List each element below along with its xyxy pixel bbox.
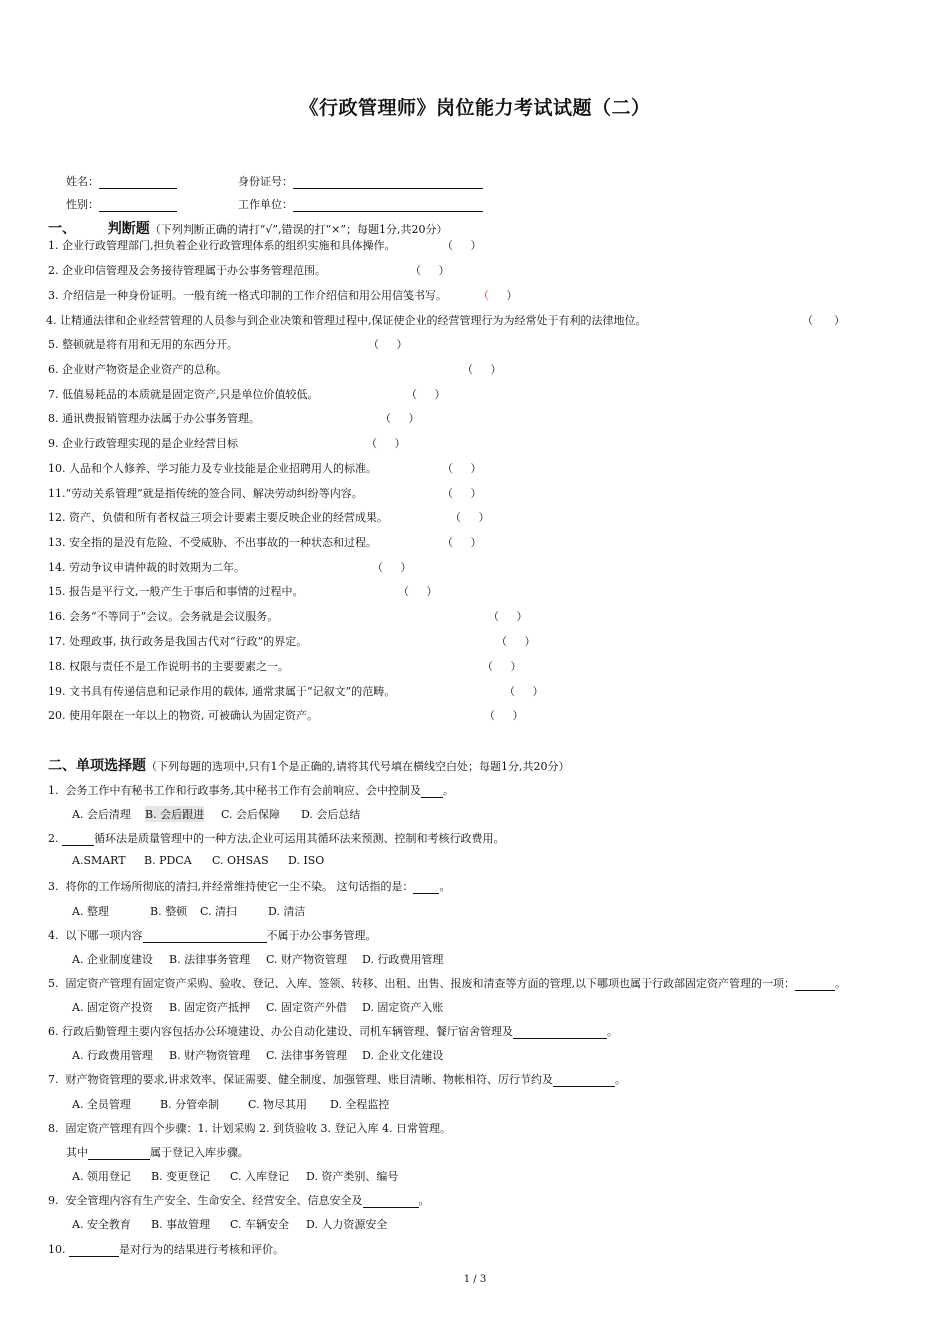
tf-answer-blank[interactable]: （ ） bbox=[410, 264, 450, 277]
mc-question-text-end: 是对行为的结果进行考核和评价。 bbox=[119, 1243, 284, 1256]
answer-blank[interactable] bbox=[795, 978, 835, 991]
section1-number: 一、 bbox=[48, 221, 76, 237]
section2-note: （下列每题的选项中,只有1个是正确的,请将其代号填在横线空白处；每题1分,共20分） bbox=[146, 760, 570, 773]
mc-question-text: 7. 财产物资管理的要求,讲求效率、保证需要、健全制度、加强管理、账目清晰、物帐相符、厉行节约及 bbox=[48, 1073, 553, 1086]
mc-question bbox=[48, 975, 846, 991]
tf-question-text: 11.“劳动关系管理”就是指传统的签合同、解决劳动纠纷等内容。 bbox=[48, 487, 363, 500]
page-title: 《行政管理师》岗位能力考试试题（二） bbox=[299, 97, 651, 119]
mc-question bbox=[48, 1071, 626, 1087]
tf-question-text: 19. 文书具有传递信息和记录作用的载体, 通常隶属于“记叙文”的范畴。 bbox=[48, 685, 396, 698]
tf-answer-blank[interactable]: （ ） bbox=[496, 635, 536, 648]
mc-option[interactable]: D. 全程监控 bbox=[330, 1098, 390, 1111]
answer-blank[interactable] bbox=[88, 1147, 150, 1160]
mc-question-text: 8. 固定资产管理有四个步骤：1. 计划采购 2. 到货验收 3. 登记入库 4. 日常管理。 bbox=[48, 1122, 451, 1135]
name-label: 姓名： bbox=[66, 175, 99, 188]
work-unit-blank[interactable] bbox=[293, 199, 483, 212]
mc-question-text-end: 。 bbox=[834, 977, 846, 990]
tf-answer-blank[interactable]: （ ） bbox=[488, 610, 528, 623]
tf-answer-blank[interactable]: （ ） bbox=[372, 561, 412, 574]
mc-option[interactable]: B. 会后跟进 bbox=[145, 808, 205, 821]
answer-blank[interactable] bbox=[69, 1244, 119, 1257]
name-blank[interactable] bbox=[99, 176, 177, 189]
answer-close-paren: ） bbox=[489, 289, 518, 302]
mc-question-text: 2. bbox=[48, 832, 62, 845]
mc-question-text-end: 。 bbox=[439, 880, 451, 893]
name-field[interactable] bbox=[66, 173, 177, 189]
mc-question-text: 9. 安全管理内容有生产安全、生命安全、经营安全、信息安全及 bbox=[48, 1194, 363, 1207]
subline-text-end: 属于登记入库步骤。 bbox=[150, 1146, 249, 1159]
mc-option[interactable]: D. 人力资源安全 bbox=[306, 1218, 388, 1231]
tf-question-text: 4. 让精通法律和企业经营管理的人员参与到企业决策和管理过程中,保证使企业的经营管理行为为经常处于有利的法律地位。 bbox=[46, 314, 647, 327]
tf-answer-blank[interactable]: （ ） bbox=[482, 660, 522, 673]
tf-question-text: 20. 使用年限在一年以上的物资, 可被确认为固定资产。 bbox=[48, 709, 318, 722]
tf-answer-blank[interactable]: （ ） bbox=[366, 437, 406, 450]
mc-option[interactable]: B. 法律事务管理 bbox=[169, 953, 251, 966]
mc-question bbox=[48, 782, 454, 798]
section2-title: 二、单项选择题 bbox=[48, 758, 146, 774]
id-number-blank[interactable] bbox=[293, 176, 483, 189]
tf-question-text: 2. 企业印信管理及会务接待管理属于办公事务管理范围。 bbox=[48, 264, 326, 277]
tf-question-text: 14. 劳动争议申请仲裁的时效期为二年。 bbox=[48, 561, 245, 574]
mc-option[interactable]: D. 固定资产入账 bbox=[362, 1001, 444, 1014]
answer-blank[interactable] bbox=[143, 930, 267, 943]
mc-option[interactable]: C. 物尽其用 bbox=[248, 1098, 308, 1111]
mc-question bbox=[48, 1120, 451, 1136]
mc-question-text: 1. 会务工作中有秘书工作和行政事务,其中秘书工作有会前响应、会中控制及 bbox=[48, 784, 421, 797]
mc-option[interactable]: D. 企业文化建设 bbox=[362, 1049, 444, 1062]
mc-option[interactable]: C. 清扫 bbox=[200, 905, 238, 918]
mc-question bbox=[48, 927, 377, 943]
mc-option[interactable]: A. 会后清理 bbox=[72, 808, 131, 821]
tf-answer-blank[interactable]: （ ） bbox=[442, 239, 482, 252]
tf-question-text: 1. 企业行政管理部门,担负着企业行政管理体系的组织实施和具体操作。 bbox=[48, 239, 396, 252]
tf-answer-blank[interactable]: （ ） bbox=[380, 412, 420, 425]
mc-option[interactable]: B. 变更登记 bbox=[151, 1170, 211, 1183]
tf-answer-blank[interactable]: （ ） bbox=[368, 338, 408, 351]
section1-title: 判断题 bbox=[107, 221, 150, 237]
mc-question-text-end: 循环法是质量管理中的一种方法,企业可运用其循环法来预测、控制和考核行政费用。 bbox=[94, 832, 505, 845]
mc-question bbox=[48, 878, 450, 894]
tf-question-text: 7. 低值易耗品的本质就是固定资产,只是单位价值较低。 bbox=[48, 388, 319, 401]
mc-option[interactable]: C. 固定资产外借 bbox=[266, 1001, 348, 1014]
mc-option[interactable]: C. 车辆安全 bbox=[230, 1218, 290, 1231]
mc-question bbox=[48, 1023, 618, 1039]
mc-question-text-end: 。 bbox=[607, 1025, 618, 1038]
tf-question-text: 3. 介绍信是一种身份证明。一般有统一格式印制的工作介绍信和用公用信笺书写。 bbox=[48, 289, 447, 302]
tf-answer-blank[interactable]: （ ） bbox=[462, 363, 502, 376]
mc-question bbox=[48, 1192, 430, 1208]
mc-option[interactable]: B. 整顿 bbox=[150, 905, 188, 918]
mc-option[interactable]: A.SMART bbox=[72, 854, 126, 867]
mc-option[interactable]: A. 固定资产投资 bbox=[72, 1001, 153, 1014]
mc-question bbox=[48, 830, 505, 846]
mc-question-subline bbox=[66, 1144, 249, 1160]
mc-question-text: 4. 以下哪一项内容 bbox=[48, 929, 143, 942]
mc-question-text: 10. bbox=[48, 1243, 69, 1256]
page-number: 1 / 3 bbox=[463, 1274, 487, 1285]
mc-option[interactable]: D. ISO bbox=[288, 854, 325, 867]
mc-option[interactable]: C. OHSAS bbox=[212, 854, 269, 867]
mc-question-text-end: 。 bbox=[418, 1194, 430, 1207]
mc-option[interactable]: C. 入库登记 bbox=[230, 1170, 290, 1183]
mc-option[interactable]: B. PDCA bbox=[144, 854, 192, 867]
mc-option[interactable]: A. 领用登记 bbox=[72, 1170, 131, 1183]
tf-answer-blank[interactable]: （ ） bbox=[406, 388, 446, 401]
tf-question-text: 5. 整顿就是将有用和无用的东西分开。 bbox=[48, 338, 238, 351]
subline-text: 其中 bbox=[66, 1146, 88, 1159]
id-number-field[interactable] bbox=[238, 173, 483, 189]
tf-question-text: 10. 人品和个人修养、学习能力及专业技能是企业招聘用人的标准。 bbox=[48, 462, 377, 475]
tf-answer-blank[interactable]: （ ） bbox=[442, 487, 482, 500]
tf-answer-blank[interactable]: （ ） bbox=[398, 585, 438, 598]
tf-answer-blank[interactable]: （ ） bbox=[802, 314, 845, 327]
tf-answer-blank[interactable]: （ ） bbox=[442, 536, 482, 549]
mc-option[interactable]: A. 全员管理 bbox=[72, 1098, 131, 1111]
mc-option[interactable]: A. 企业制度建设 bbox=[72, 953, 153, 966]
tf-question-text: 15. 报告是平行文,一般产生于事后和事情的过程中。 bbox=[48, 585, 304, 598]
mc-question-text-end: 。 bbox=[442, 784, 454, 797]
answer-open-paren: （ bbox=[478, 289, 489, 302]
mc-option[interactable]: C. 法律事务管理 bbox=[266, 1049, 348, 1062]
tf-question-text: 17. 处理政事, 执行政务是我国古代对“行政”的界定。 bbox=[48, 635, 308, 648]
tf-answer-blank[interactable]: （ ） bbox=[442, 462, 482, 475]
mc-question bbox=[48, 1241, 284, 1257]
gender-field[interactable] bbox=[66, 196, 177, 212]
section1-heading bbox=[48, 218, 447, 238]
mc-option[interactable]: C. 会后保障 bbox=[221, 808, 281, 821]
answer-blank[interactable] bbox=[363, 1195, 419, 1208]
tf-question-text: 9. 企业行政管理实现的是企业经营目标 bbox=[48, 437, 238, 450]
mc-question-text: 3. 将你的工作场所彻底的清扫,并经常维持使它一尘不染。 这句话指的是： bbox=[48, 880, 414, 893]
tf-answer-blank[interactable]: （ ） bbox=[450, 511, 490, 524]
gender-label: 性别： bbox=[66, 198, 99, 211]
tf-question-text: 8. 通讯费报销管理办法属于办公事务管理。 bbox=[48, 412, 260, 425]
work-unit-field[interactable] bbox=[238, 196, 483, 212]
mc-option[interactable]: A. 整理 bbox=[72, 905, 109, 918]
answer-blank[interactable] bbox=[62, 833, 94, 846]
tf-question-text: 12. 资产、负债和所有者权益三项会计要素主要反映企业的经营成果。 bbox=[48, 511, 388, 524]
mc-question-text: 6. 行政后勤管理主要内容包括办公环境建设、办公自动化建设、司机车辆管理、餐厅宿舍管理及 bbox=[48, 1025, 513, 1038]
mc-question-text-end: 。 bbox=[614, 1073, 626, 1086]
mc-option[interactable]: C. 财产物资管理 bbox=[266, 953, 348, 966]
answer-blank[interactable] bbox=[513, 1026, 607, 1039]
work-unit-label: 工作单位： bbox=[238, 198, 293, 211]
mc-option[interactable]: B. 事故管理 bbox=[151, 1218, 211, 1231]
tf-question-text: 6. 企业财产物资是企业资产的总称。 bbox=[48, 363, 227, 376]
mc-question-text: 5. 固定资产管理有固定资产采购、验收、登记、入库、签领、转移、出租、出售、报废和清查等方面的管理,以下哪项也属于行政部固定资产管理的一项： bbox=[48, 977, 795, 990]
mc-option[interactable]: D. 会后总结 bbox=[301, 808, 361, 821]
mc-option[interactable]: D. 清洁 bbox=[268, 905, 306, 918]
mc-option[interactable]: A. 安全教育 bbox=[72, 1218, 131, 1231]
gender-blank[interactable] bbox=[99, 199, 177, 212]
tf-answer-blank[interactable]: （ ） bbox=[504, 685, 544, 698]
mc-question-text-end: 不属于办公事务管理。 bbox=[266, 929, 377, 942]
answer-blank[interactable] bbox=[413, 881, 439, 894]
mc-option[interactable]: D. 资产类别、编号 bbox=[306, 1170, 399, 1183]
tf-answer-blank[interactable]: （ ） bbox=[484, 709, 524, 722]
answer-blank[interactable] bbox=[421, 785, 443, 798]
id-number-label: 身份证号： bbox=[238, 175, 293, 188]
section2-heading bbox=[48, 755, 569, 775]
mc-option[interactable]: B. 财产物资管理 bbox=[169, 1049, 251, 1062]
mc-option[interactable]: B. 固定资产抵押 bbox=[169, 1001, 251, 1014]
tf-question-text: 18. 权限与责任不是工作说明书的主要要素之一。 bbox=[48, 660, 289, 673]
tf-answer-blank[interactable] bbox=[478, 287, 517, 303]
tf-question-text: 16. 会务“不等同于”会议。会务就是会议服务。 bbox=[48, 610, 279, 623]
tf-question-text: 13. 安全指的是没有危险、不受威胁、不出事故的一种状态和过程。 bbox=[48, 536, 377, 549]
mc-option[interactable]: A. 行政费用管理 bbox=[72, 1049, 153, 1062]
mc-option[interactable]: B. 分管牵制 bbox=[160, 1098, 220, 1111]
mc-option[interactable]: D. 行政费用管理 bbox=[362, 953, 444, 966]
answer-blank[interactable] bbox=[553, 1074, 615, 1087]
section1-note: （下列判断正确的请打“√”,错误的打“×”；每题1分,共20分） bbox=[149, 223, 448, 236]
